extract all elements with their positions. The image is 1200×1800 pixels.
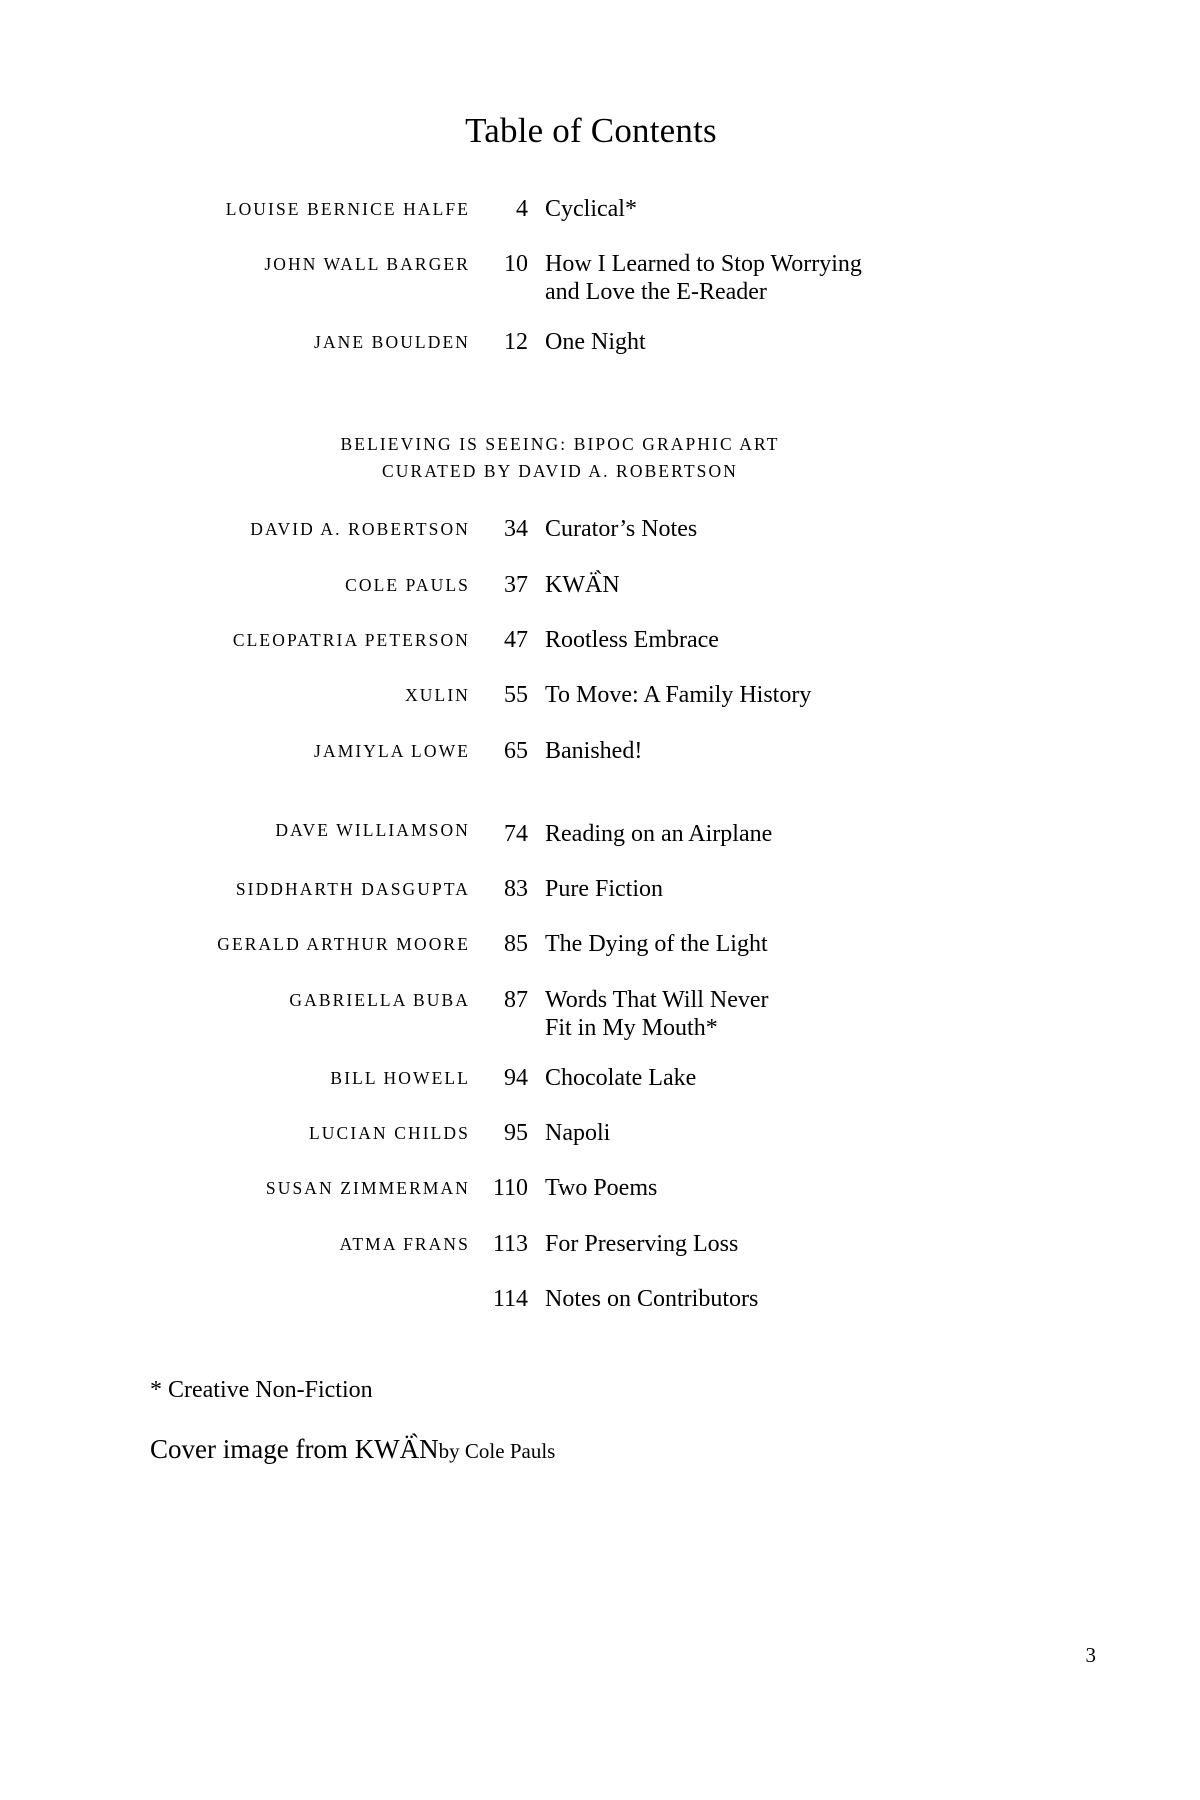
entry-title: Chocolate Lake <box>545 1064 697 1091</box>
entry-page-number: 113 <box>492 1230 528 1257</box>
entry-title: The Dying of the Light <box>545 931 768 958</box>
page-title: Table of Contents <box>465 111 717 150</box>
entry-title: Words That Will Never <box>545 986 769 1013</box>
page-number: 3 <box>1085 1643 1096 1667</box>
entry-title-cell <box>528 737 955 792</box>
entry-title: Pure Fiction <box>545 876 663 903</box>
entry-title-cell <box>528 328 955 383</box>
entry-title: How I Learned to Stop Worrying <box>545 250 862 277</box>
footnote-creative-non-fiction: * Creative Non-Fiction <box>150 1377 373 1404</box>
section-heading-line1: BELIEVING IS SEEING: BIPOC GRAPHIC ART <box>340 434 780 455</box>
entry-title: Curator’s Notes <box>545 516 698 543</box>
entry-title: Reading on an Airplane <box>545 820 773 847</box>
toc-entry-row <box>165 626 955 681</box>
entry-page-number: 10 <box>504 250 528 277</box>
entry-author: SUSAN ZIMMERMAN <box>265 1178 470 1199</box>
entry-title-cell <box>528 1119 955 1174</box>
toc-entry-row <box>165 986 955 1064</box>
toc-entry-row <box>165 930 955 985</box>
entry-title-cell <box>528 1230 955 1285</box>
entry-page-number: 37 <box>504 571 528 598</box>
entry-author: GABRIELLA BUBA <box>289 989 470 1010</box>
entry-title: Rootless Embrace <box>545 626 719 653</box>
entry-title: One Night <box>545 328 646 355</box>
entry-author: BILL HOWELL <box>330 1067 470 1088</box>
entry-author <box>165 1285 470 1340</box>
entry-page-number: 95 <box>504 1119 528 1146</box>
entry-title-cell <box>528 1064 955 1119</box>
entry-page-number: 94 <box>504 1064 528 1091</box>
entry-page-number: 110 <box>492 1175 528 1202</box>
toc-entry-row <box>165 515 955 570</box>
entry-title-cell <box>528 1174 955 1229</box>
cover-image-byline: by Cole Pauls <box>438 1438 556 1463</box>
cover-image-prefix: Cover image from KWÄ̀N <box>150 1433 439 1464</box>
entry-title-cell <box>528 571 955 626</box>
toc-entry-row <box>165 328 955 383</box>
toc-entry-row <box>165 792 955 875</box>
entry-author: CLEOPATRIA PETERSON <box>232 629 470 650</box>
entry-title: Notes on Contributors <box>545 1285 759 1312</box>
footnotes-block <box>150 1376 1200 1465</box>
toc-entry-row <box>165 875 955 930</box>
toc-entry-row <box>165 681 955 736</box>
entry-author: DAVID A. ROBERTSON <box>250 519 470 540</box>
entry-page-number: 4 <box>516 195 528 222</box>
entry-page-number: 47 <box>504 626 528 653</box>
entry-page-number: 65 <box>504 737 528 764</box>
entry-author: ATMA FRANS <box>339 1233 470 1254</box>
entry-title-cell <box>528 875 955 930</box>
entry-author: XULIN <box>405 685 470 706</box>
entry-title-cell <box>528 195 955 250</box>
toc-entry-table <box>165 195 955 1341</box>
toc-entry-row <box>165 1174 955 1229</box>
entry-title: KWÄ̀N <box>545 571 620 598</box>
entry-title-cell <box>528 930 955 985</box>
footnote-cover-image <box>150 1433 1200 1465</box>
entry-title-cell <box>528 986 955 1064</box>
entry-author: DAVE WILLIAMSON <box>275 819 470 840</box>
entry-author: JAMIYLA LOWE <box>314 740 470 761</box>
entry-title-cell <box>528 681 955 736</box>
entry-title-cell <box>528 250 955 328</box>
entry-page-number: 55 <box>504 682 528 709</box>
entry-title: Cyclical* <box>545 195 637 222</box>
entry-author: LUCIAN CHILDS <box>309 1122 470 1143</box>
toc-entry-row <box>165 1119 955 1174</box>
entry-title-cell <box>528 792 955 875</box>
entry-author: GERALD ARTHUR MOORE <box>217 934 470 955</box>
toc-entry-row <box>165 737 955 792</box>
toc-entry-row <box>165 1230 955 1285</box>
entry-author: LOUISE BERNICE HALFE <box>225 198 470 219</box>
entry-title-line2: and Love the E-Reader <box>545 278 767 305</box>
entry-page-number: 34 <box>504 516 528 543</box>
entry-page-number: 87 <box>504 986 528 1013</box>
entry-title: Banished! <box>545 737 643 764</box>
entry-page-number: 85 <box>504 931 528 958</box>
entry-page-number: 74 <box>504 820 528 847</box>
toc-body <box>165 195 955 1341</box>
entry-author: JANE BOULDEN <box>314 331 470 352</box>
toc-entry-row <box>165 1064 955 1119</box>
entry-page-number: 114 <box>492 1285 528 1312</box>
entry-title: Napoli <box>545 1119 611 1146</box>
section-heading <box>165 383 955 515</box>
section-heading-row <box>165 383 955 515</box>
entry-title-line2: Fit in My Mouth* <box>545 1014 718 1041</box>
entry-title-cell <box>528 515 955 570</box>
toc-entry-row <box>165 195 955 250</box>
entry-title-cell <box>528 626 955 681</box>
toc-entry-row <box>165 250 955 328</box>
entry-author: JOHN WALL BARGER <box>264 253 470 274</box>
entry-page-number: 12 <box>504 328 528 355</box>
entry-title: Two Poems <box>545 1175 658 1202</box>
toc-entry-row <box>165 1285 955 1340</box>
toc-entry-row <box>165 571 955 626</box>
entry-page-number: 83 <box>504 876 528 903</box>
section-heading-line2: CURATED BY DAVID A. ROBERTSON <box>382 461 738 482</box>
entry-author: COLE PAULS <box>345 574 470 595</box>
entry-author: SIDDHARTH DASGUPTA <box>235 879 470 900</box>
entry-title-cell <box>528 1285 955 1340</box>
entry-title: To Move: A Family History <box>545 682 812 709</box>
entry-title: For Preserving Loss <box>545 1230 739 1257</box>
